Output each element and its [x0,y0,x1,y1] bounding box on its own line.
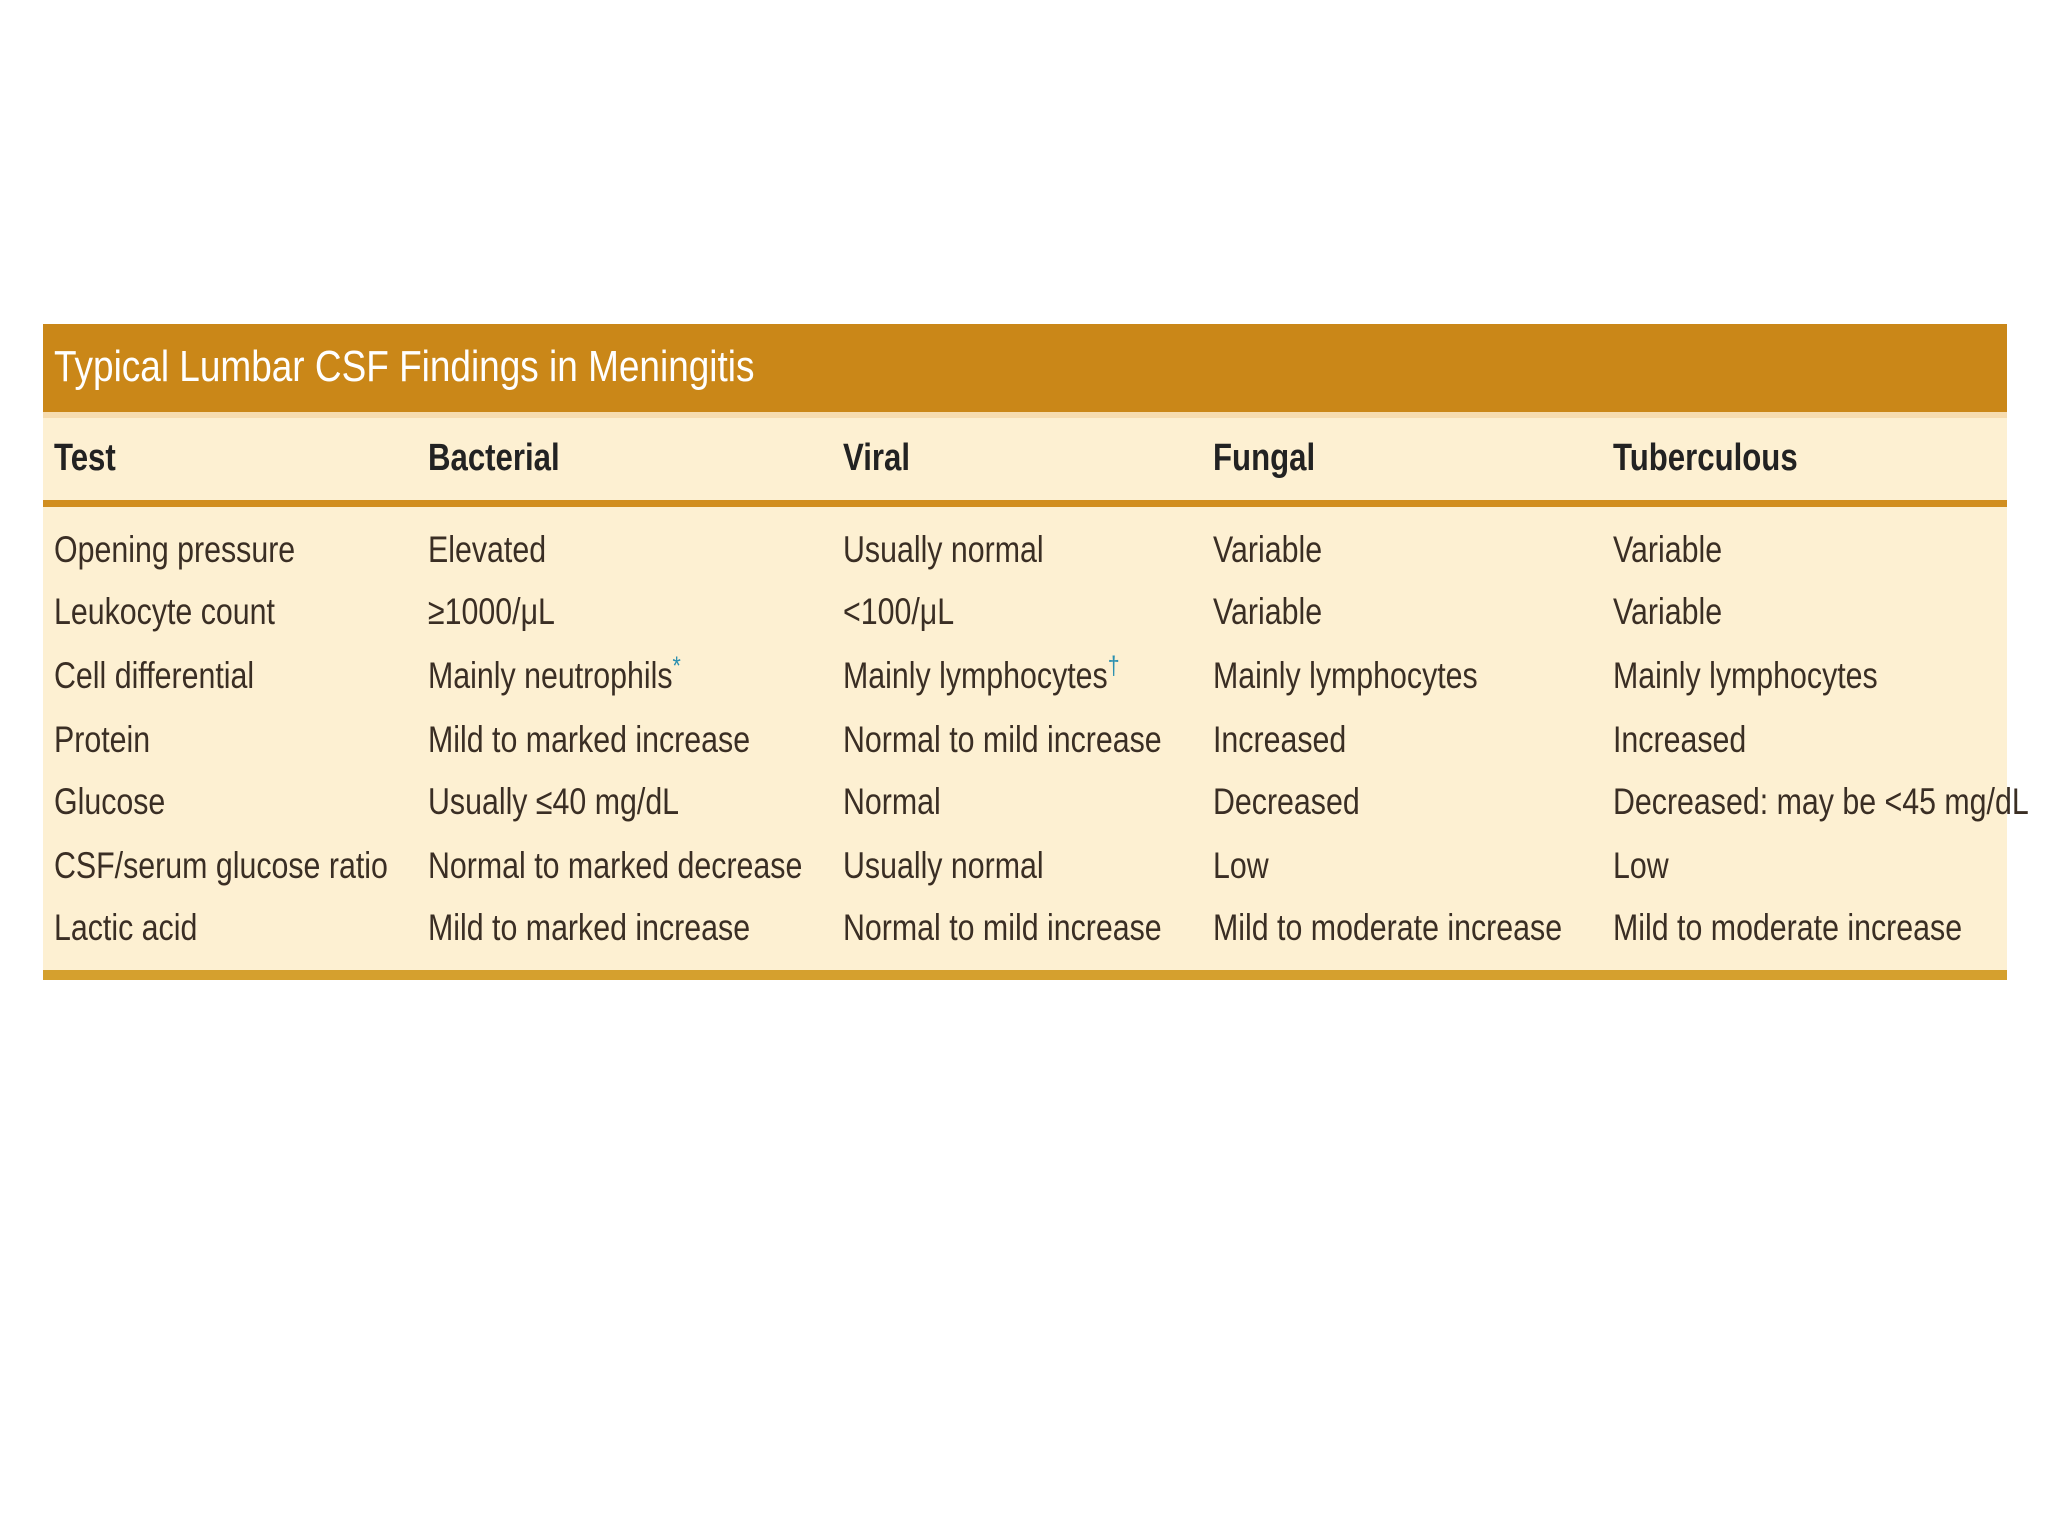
table-cell: Variable [1613,591,1723,632]
table-cell: Variable [1213,529,1323,570]
row-label-lactic-acid: Lactic acid [54,907,198,948]
table-cell: Normal to mild increase [843,719,1162,760]
table-cell: Normal to marked decrease [428,845,803,886]
footnote-dagger: † [1107,650,1120,681]
row-label-opening-pressure: Opening pressure [54,529,296,570]
row-label-cell-differential: Cell differential [54,655,255,696]
csf-findings-table [43,324,2029,980]
header-viral: Viral [843,437,910,479]
table-cell: Low [1213,845,1269,886]
footnote-asterisk: * [672,650,681,681]
table-title: Typical Lumbar CSF Findings in Meningitis [54,342,755,391]
table-cell: <100/μL [843,591,955,632]
table-cell: Low [1613,845,1669,886]
cell-text: Mainly neutrophils [428,655,673,696]
header-bacterial: Bacterial [428,437,560,479]
table-bottom-rule [43,970,2007,980]
table-cell: Usually normal [843,845,1044,886]
table-cell: Variable [1613,529,1723,570]
header-divider [43,500,2007,507]
table-cell: Elevated [428,529,547,570]
header-fungal: Fungal [1213,437,1316,479]
row-label-glucose: Glucose [54,781,166,822]
table-cell: Increased [1613,719,1747,760]
cell-text: Mainly lymphocytes [843,655,1108,696]
table-cell: Normal to mild increase [843,907,1162,948]
table-cell: Decreased: may be <45 mg/dL [1613,781,2029,822]
header-test: Test [54,437,116,479]
table-cell: Usually normal [843,529,1044,570]
table-cell: Decreased [1213,781,1360,822]
table-cell: Usually ≤40 mg/dL [428,781,680,822]
table-cell: ≥1000/μL [428,591,555,632]
table-cell: Mild to marked increase [428,907,751,948]
row-label-csf-serum-glucose-ratio: CSF/serum glucose ratio [54,845,388,886]
header-tuberculous: Tuberculous [1613,437,1798,479]
title-underline [43,412,2007,418]
row-label-protein: Protein [54,719,151,760]
table-cell: Increased [1213,719,1347,760]
table-cell [428,650,681,698]
row-label-leukocyte-count: Leukocyte count [54,591,275,632]
table-cell: Variable [1213,591,1323,632]
table-cell: Mainly lymphocytes [1213,655,1478,696]
table-cell: Normal [843,781,941,822]
table-cell: Mild to marked increase [428,719,751,760]
table-cell: Mild to moderate increase [1613,907,1963,948]
table-title-bar [43,324,2007,412]
table-cell [843,650,1120,698]
table-cell: Mainly lymphocytes [1613,655,1878,696]
table-cell: Mild to moderate increase [1213,907,1563,948]
